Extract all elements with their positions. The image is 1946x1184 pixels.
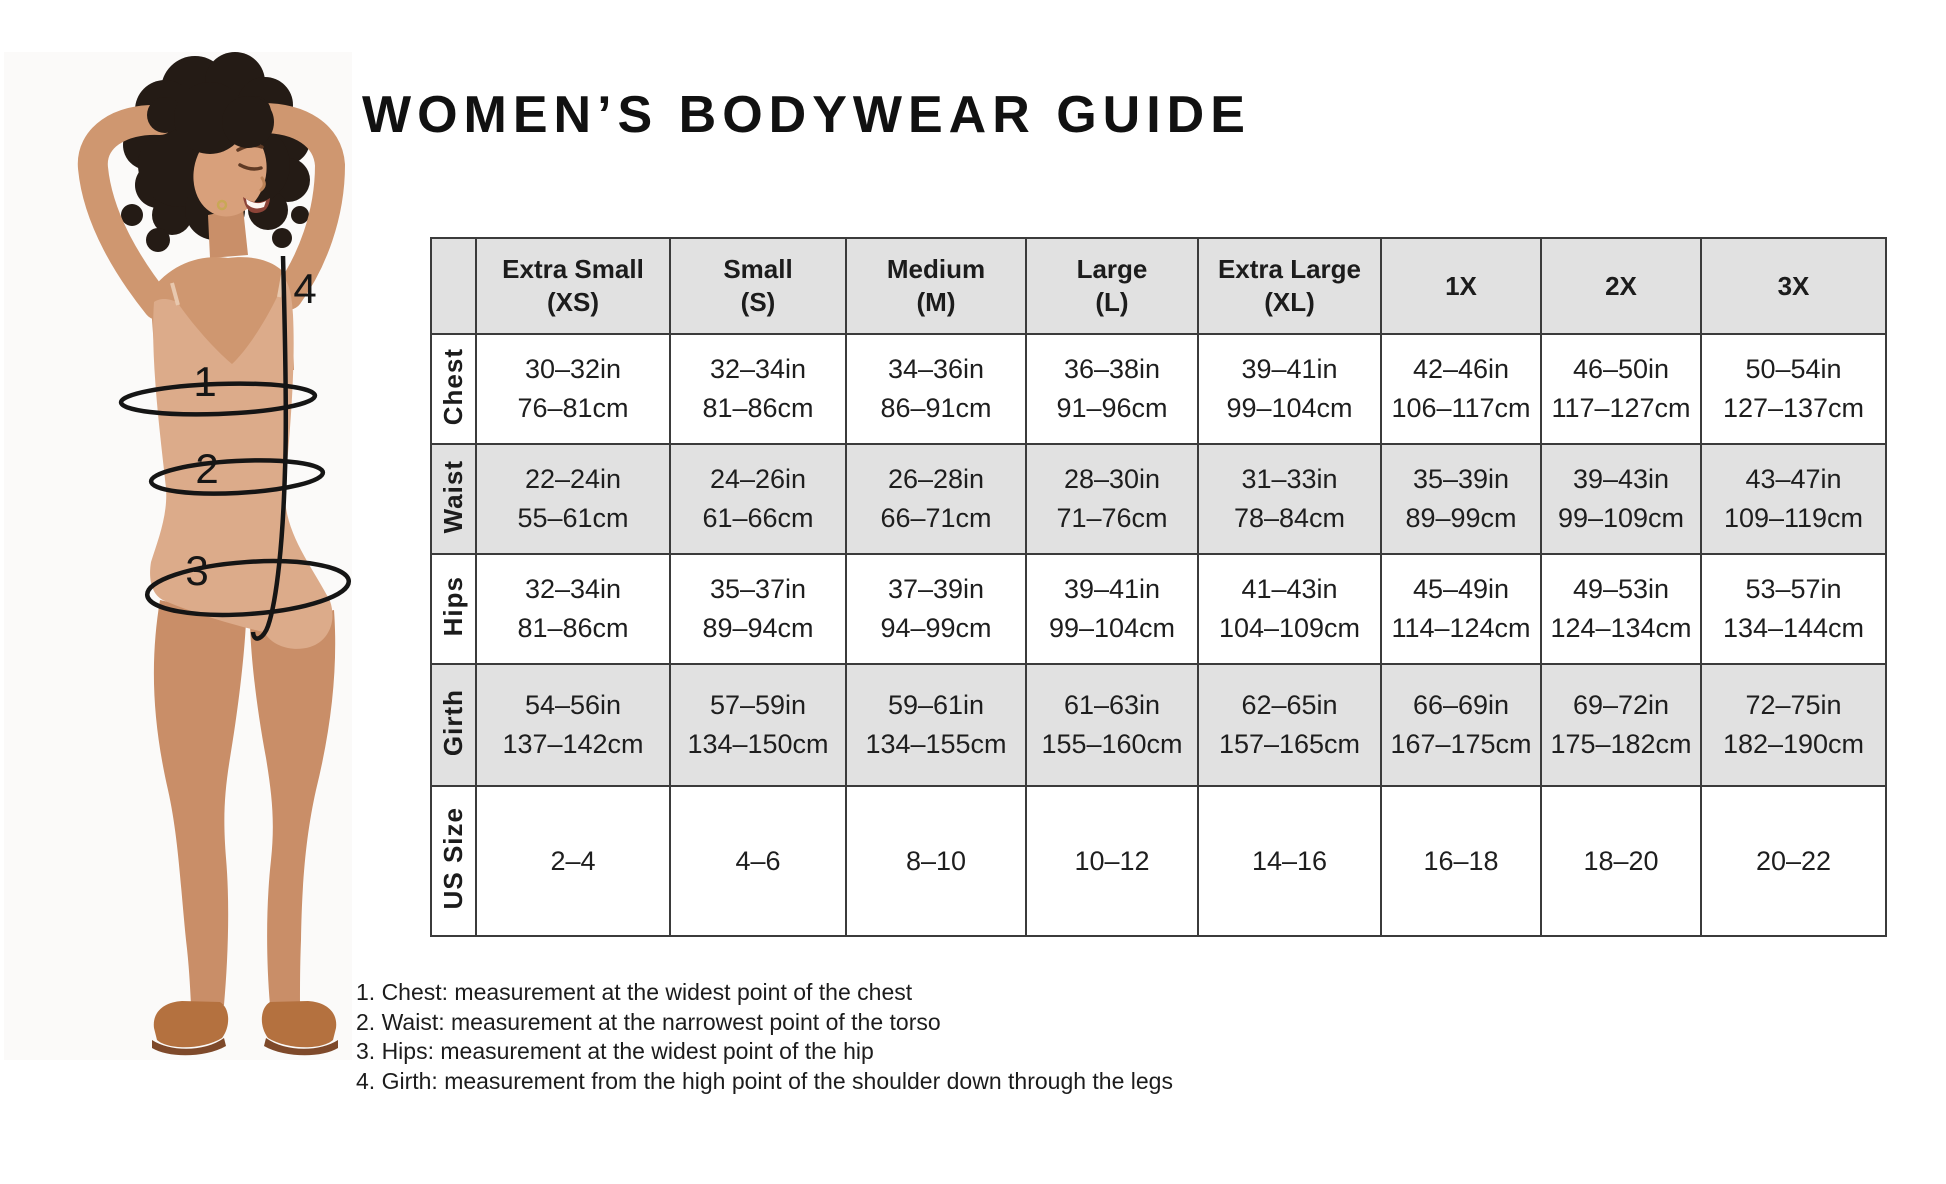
us-size-cell: 14–16 [1198, 786, 1381, 936]
size-cell [1541, 664, 1701, 786]
size-cm: 117–127cm [1551, 393, 1691, 423]
footnote-girth: 4. Girth: measurement from the high point of the shoulder down through the legs [356, 1067, 1173, 1094]
size-cell [846, 664, 1026, 786]
size-cell [1026, 554, 1198, 664]
size-name: 2X [1605, 270, 1637, 301]
size-cm: 61–66cm [702, 503, 814, 533]
size-in: 32–34in [709, 354, 807, 384]
us-size-cell: 16–18 [1381, 786, 1541, 936]
corner-cell [431, 238, 476, 334]
size-name: 3X [1777, 270, 1810, 301]
footnote-waist: 2. Waist: measurement at the narrowest point of the torso [356, 1008, 941, 1035]
header-row [431, 238, 1886, 334]
size-in: 39–41in [1063, 574, 1161, 604]
size-in: 45–49in [1412, 574, 1510, 604]
woman-figure-illustration [0, 0, 360, 1090]
size-cm: 167–175cm [1390, 729, 1532, 759]
size-cm: 99–104cm [1048, 613, 1176, 643]
page-title: WOMEN’S BODYWEAR GUIDE [362, 86, 1251, 144]
size-name: Large [1076, 254, 1148, 284]
size-cell [846, 554, 1026, 664]
size-cm: 89–94cm [702, 613, 814, 643]
us-size-cell: 4–6 [670, 786, 846, 936]
size-name: Extra Large [1217, 254, 1362, 284]
size-cm: 124–134cm [1550, 613, 1692, 643]
size-cm: 55–61cm [517, 503, 629, 533]
size-cell [846, 444, 1026, 554]
size-cm: 114–124cm [1391, 613, 1531, 643]
size-in: 59–61in [887, 690, 985, 720]
us-size-cell: 18–20 [1541, 786, 1701, 936]
size-cell [1381, 664, 1541, 786]
size-in: 62–65in [1241, 690, 1338, 720]
size-cell [476, 334, 670, 444]
size-cell [1541, 554, 1701, 664]
size-cm: 137–142cm [502, 729, 644, 759]
size-name: 1X [1445, 270, 1477, 301]
size-cell [1541, 444, 1701, 554]
size-cm: 99–104cm [1226, 393, 1353, 423]
size-cm: 104–109cm [1218, 613, 1361, 643]
size-name: Medium [886, 254, 986, 284]
size-in: 36–38in [1063, 354, 1161, 384]
size-cell [476, 554, 670, 664]
col-header-m [846, 238, 1026, 334]
annotation-number-4: 4 [293, 265, 317, 312]
size-cell [1701, 664, 1886, 786]
size-cm: 109–119cm [1723, 503, 1864, 533]
size-cell [670, 334, 846, 444]
size-in: 66–69in [1412, 690, 1510, 720]
col-header-xl [1198, 238, 1381, 334]
size-cm: 78–84cm [1233, 503, 1346, 533]
girth-row [431, 664, 1886, 786]
annotation-number-1: 1 [193, 358, 217, 405]
col-header-2x [1541, 238, 1701, 334]
size-cell [1701, 334, 1886, 444]
size-cm: 99–109cm [1557, 503, 1685, 533]
size-cm: 155–160cm [1041, 729, 1183, 759]
row-label-waist: Waist [431, 444, 476, 554]
size-cell [476, 664, 670, 786]
measurement-footnotes [356, 978, 1173, 1096]
model-photo [0, 0, 360, 1090]
size-cm: 66–71cm [880, 503, 992, 533]
footnote-hips: 3. Hips: measurement at the widest point of the hip [356, 1038, 874, 1064]
size-cm: 106–117cm [1391, 393, 1531, 423]
footnote-chest: 1. Chest: measurement at the widest point of the chest [356, 979, 913, 1005]
size-cm: 91–96cm [1056, 393, 1168, 423]
size-in: 42–46in [1412, 354, 1510, 384]
size-in: 39–41in [1241, 354, 1338, 384]
waist-row [431, 444, 1886, 554]
size-in: 72–75in [1745, 690, 1842, 720]
size-cell [670, 554, 846, 664]
size-in: 57–59in [709, 690, 807, 720]
size-abbr: (XL) [1264, 287, 1315, 317]
size-cell [1701, 554, 1886, 664]
col-header-s [670, 238, 846, 334]
size-cell [1381, 334, 1541, 444]
size-in: 26–28in [887, 464, 985, 494]
size-cm: 134–150cm [687, 729, 829, 759]
size-cm: 182–190cm [1722, 729, 1865, 759]
us-size-cell: 10–12 [1026, 786, 1198, 936]
size-abbr: (L) [1095, 287, 1129, 317]
size-cm: 127–137cm [1722, 393, 1865, 423]
size-abbr: (M) [916, 287, 956, 317]
size-in: 35–39in [1412, 464, 1510, 494]
size-in: 24–26in [709, 464, 807, 494]
size-name: Extra Small [502, 254, 644, 284]
size-in: 54–56in [524, 690, 622, 720]
size-cell [1381, 444, 1541, 554]
row-label-us-size: US Size [431, 786, 476, 936]
annotation-number-2: 2 [195, 445, 219, 492]
size-cell [1541, 334, 1701, 444]
annotation-number-3: 3 [185, 547, 209, 594]
size-cm: 175–182cm [1550, 729, 1692, 759]
size-in: 41–43in [1241, 574, 1338, 604]
us-size-row [431, 786, 1886, 936]
size-name: Small [723, 254, 793, 284]
us-size-cell: 2–4 [476, 786, 670, 936]
size-cm: 157–165cm [1218, 729, 1361, 759]
size-cm: 134–155cm [865, 729, 1007, 759]
hips-row [431, 554, 1886, 664]
size-in: 53–57in [1745, 574, 1842, 604]
size-in: 61–63in [1063, 690, 1161, 720]
us-size-cell: 8–10 [846, 786, 1026, 936]
size-cm: 94–99cm [880, 613, 992, 643]
size-in: 46–50in [1572, 354, 1670, 384]
size-in: 28–30in [1063, 464, 1161, 494]
size-abbr: (XS) [547, 287, 599, 317]
col-header-1x [1381, 238, 1541, 334]
size-in: 37–39in [887, 574, 985, 604]
col-header-l [1026, 238, 1198, 334]
size-cm: 71–76cm [1056, 503, 1168, 533]
size-chart-table [430, 237, 1887, 937]
size-in: 50–54in [1745, 354, 1842, 384]
size-in: 39–43in [1572, 464, 1670, 494]
size-cm: 86–91cm [880, 393, 992, 423]
size-cell [1026, 664, 1198, 786]
us-size-cell: 20–22 [1701, 786, 1886, 936]
size-in: 31–33in [1241, 464, 1338, 494]
col-header-3x [1701, 238, 1886, 334]
size-in: 30–32in [524, 354, 622, 384]
chest-row [431, 334, 1886, 444]
size-in: 69–72in [1572, 690, 1670, 720]
size-cm: 89–99cm [1405, 503, 1517, 533]
size-in: 49–53in [1572, 574, 1670, 604]
col-header-xs [476, 238, 670, 334]
size-in: 35–37in [709, 574, 807, 604]
size-cell [670, 664, 846, 786]
size-cm: 76–81cm [517, 393, 629, 423]
size-in: 22–24in [524, 464, 622, 494]
size-in: 34–36in [887, 354, 985, 384]
size-cell [1701, 444, 1886, 554]
size-cell [1381, 554, 1541, 664]
row-label-hips: Hips [431, 554, 476, 664]
size-cell [476, 444, 670, 554]
front-hair-curl [222, 96, 274, 148]
size-cm: 134–144cm [1722, 613, 1865, 643]
row-label-chest: Chest [431, 334, 476, 444]
size-abbr: (S) [740, 287, 776, 317]
size-in: 32–34in [524, 574, 622, 604]
size-cell [1198, 664, 1381, 786]
size-cell [1198, 444, 1381, 554]
size-cell [1026, 444, 1198, 554]
size-cell [670, 444, 846, 554]
size-cell [1198, 334, 1381, 444]
size-cm: 81–86cm [517, 613, 629, 643]
size-cell [1198, 554, 1381, 664]
size-cell [846, 334, 1026, 444]
size-cm: 81–86cm [702, 393, 814, 423]
size-cell [1026, 334, 1198, 444]
size-in: 43–47in [1745, 464, 1842, 494]
row-label-girth: Girth [431, 664, 476, 786]
